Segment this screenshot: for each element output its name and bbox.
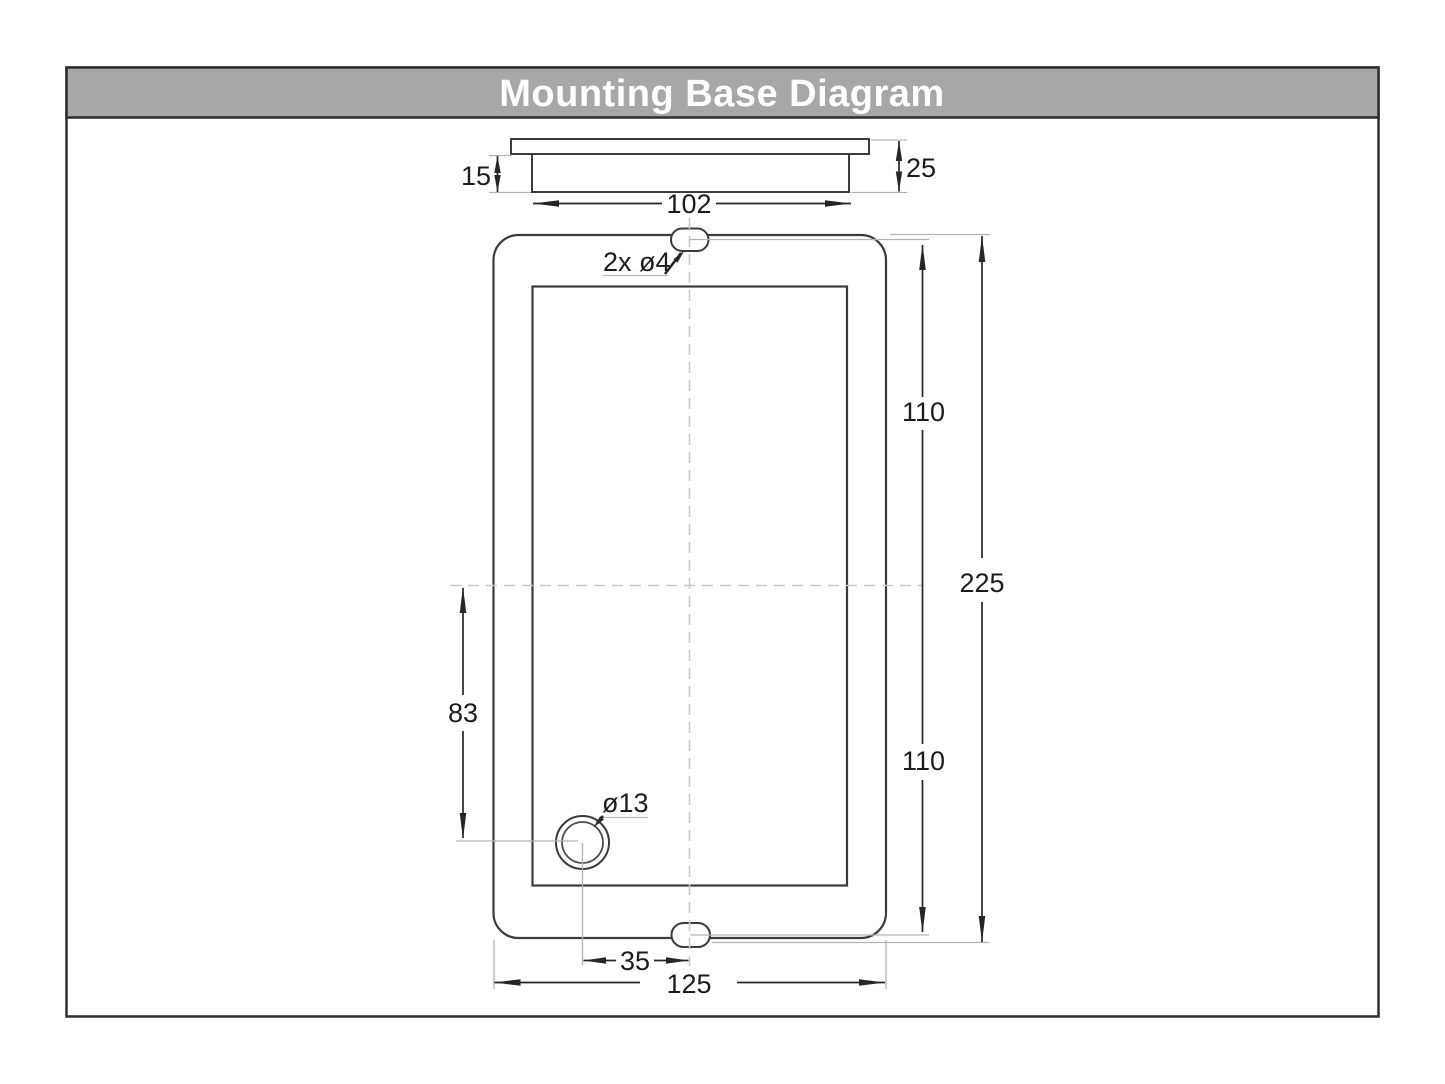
drawing-frame	[67, 68, 1379, 1017]
dim-225-label: 225	[959, 568, 1005, 598]
dim-110-bottom-label: 110	[901, 746, 946, 776]
dim-102-label: 102	[666, 189, 712, 219]
hole-callout-label: ø13	[602, 788, 649, 818]
page-title: Mounting Base Diagram	[499, 73, 945, 115]
title-bar	[67, 68, 1379, 118]
side-view-base-plate	[532, 154, 849, 192]
side-view-top-plate	[511, 139, 869, 154]
dim-125-label: 125	[666, 969, 712, 999]
dim-35-label: 35	[619, 946, 651, 976]
slot-callout-label: 2x ø4	[603, 247, 671, 277]
dim-110-top-label: 110	[901, 397, 946, 427]
dim-83-label: 83	[447, 698, 479, 728]
dim-25-label: 25	[906, 153, 937, 183]
dim-15-label: 15	[460, 161, 491, 191]
